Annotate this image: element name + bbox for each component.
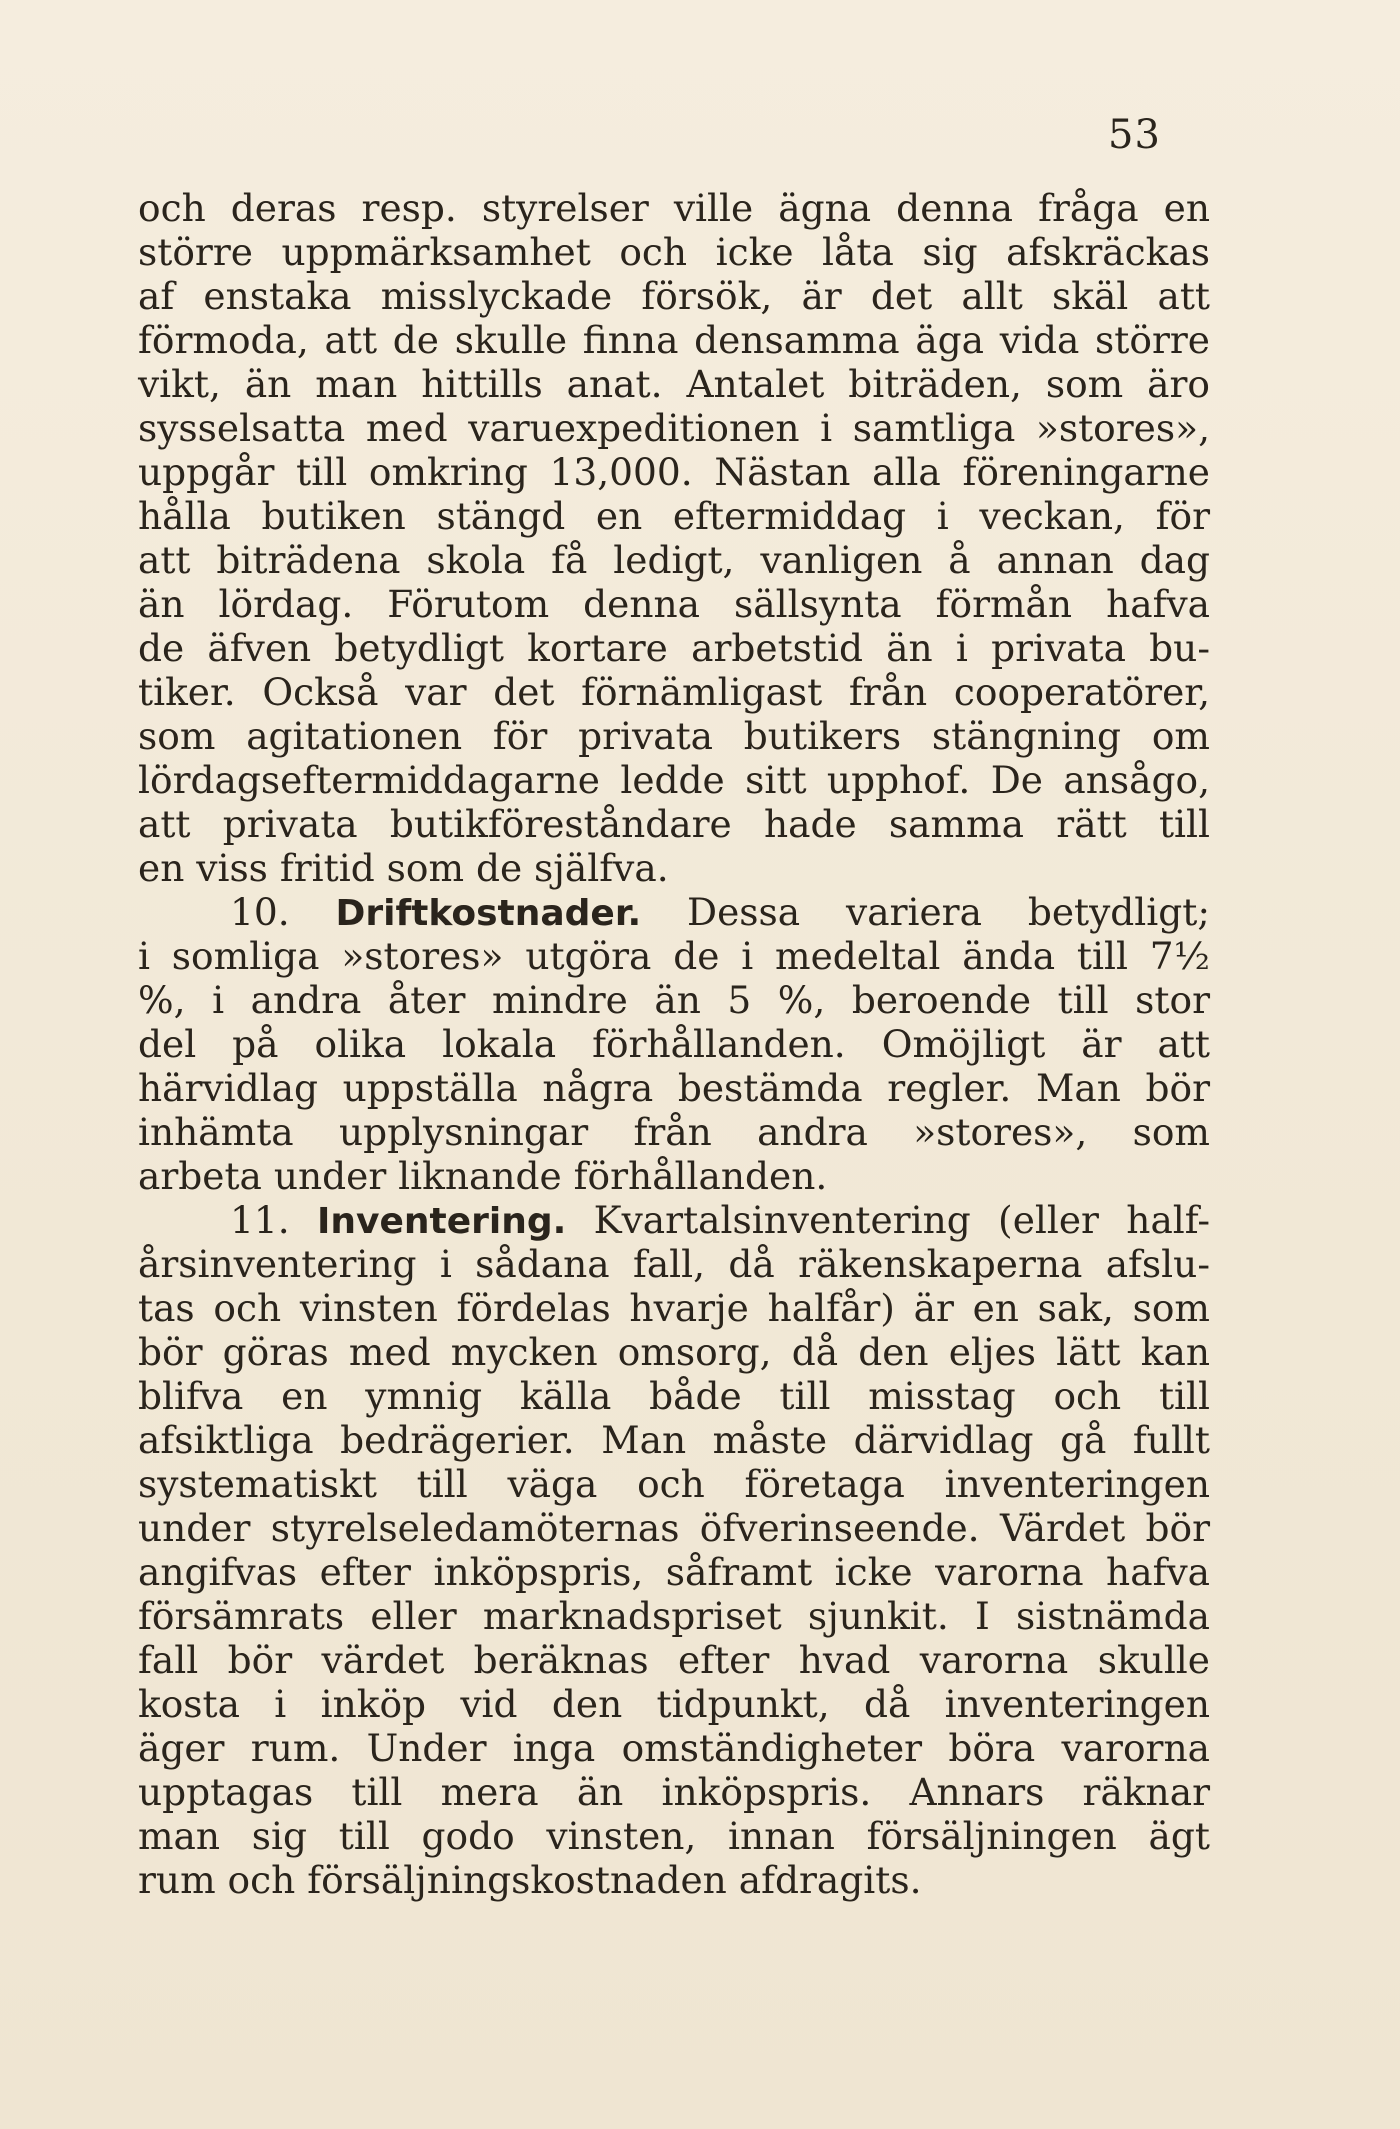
text-line: större uppmärksamhet och icke låta sig afskräckas: [138, 230, 1210, 274]
text-line: att biträdena skola få ledigt, vanligen å annan dag: [138, 538, 1210, 582]
text-line: bör göras med mycken omsorg, då den eljes lätt kan: [138, 1330, 1210, 1374]
text-line: angifvas efter inköpspris, såframt icke varorna hafva: [138, 1550, 1210, 1594]
text-line: än lördag. Förutom denna sällsynta förmån hafva: [138, 582, 1210, 626]
text-line: fall bör värdet beräknas efter hvad varorna skulle: [138, 1638, 1210, 1682]
text-line: förmoda, att de skulle finna densamma äga vida större: [138, 318, 1210, 362]
text-line: %, i andra åter mindre än 5 %, beroende till stor: [138, 978, 1210, 1022]
text-line: uppgår till omkring 13,000. Nästan alla föreningarne: [138, 450, 1210, 494]
text-line: hålla butiken stängd en eftermiddag i veckan, för: [138, 494, 1210, 538]
section-11-first-line: [138, 1198, 1210, 1242]
text-line: blifva en ymnig källa både till misstag och till: [138, 1374, 1210, 1418]
text-line: som agitationen för privata butikers stängning om: [138, 714, 1210, 758]
section-10-heading: Driftkostnader.: [335, 893, 642, 934]
text-line: inhämta upplysningar från andra »stores», som: [138, 1110, 1210, 1154]
text-line: vikt, än man hittills anat. Antalet biträden, som äro: [138, 362, 1210, 406]
section-11-heading: Inventering.: [316, 1201, 567, 1242]
section-11-first-line-text: Kvartalsinventering (eller half-: [593, 1198, 1211, 1242]
section-11-number: 11.: [230, 1198, 290, 1242]
text-line: man sig till godo vinsten, innan försäljningen ägt: [138, 1814, 1210, 1858]
text-line: af enstaka misslyckade försök, är det allt skäl att: [138, 274, 1210, 318]
text-line: årsinventering i sådana fall, då räkenskaperna afslu-: [138, 1242, 1210, 1286]
text-line: upptagas till mera än inköpspris. Annars räknar: [138, 1770, 1210, 1814]
text-line: afsiktliga bedrägerier. Man måste därvidlag gå fullt: [138, 1418, 1210, 1462]
section-10-first-line-text: Dessa variera betydligt;: [687, 890, 1210, 934]
text-line: de äfven betydligt kortare arbetstid än i privata bu-: [138, 626, 1210, 670]
text-line: tas och vinsten fördelas hvarje halfår) är en sak, som: [138, 1286, 1210, 1330]
text-line: försämrats eller marknadspriset sjunkit. I sistnämda: [138, 1594, 1210, 1638]
text-line: en viss fritid som de själfva.: [138, 846, 669, 890]
section-10-number: 10.: [230, 890, 290, 934]
text-line: tiker. Också var det förnämligast från cooperatörer,: [138, 670, 1210, 714]
section-10-first-line: [138, 890, 1210, 934]
text-line: i somliga »stores» utgöra de i medeltal ända till 7½: [138, 934, 1210, 978]
text-line: under styrelseledamöternas öfverinseende. Värdet bör: [138, 1506, 1210, 1550]
text-line: sysselsatta med varuexpeditionen i samtliga »stores»,: [138, 406, 1210, 450]
body-text: [138, 186, 1210, 1902]
text-line: härvidlag uppställa några bestämda regler. Man bör: [138, 1066, 1210, 1110]
text-line: arbeta under liknande förhållanden.: [138, 1154, 828, 1198]
text-line: rum och försäljningskostnaden afdragits.: [138, 1858, 922, 1902]
text-line: och deras resp. styrelser ville ägna denna fråga en: [138, 186, 1210, 230]
page-number: 53: [1108, 112, 1161, 158]
text-line: del på olika lokala förhållanden. Omöjligt är att: [138, 1022, 1210, 1066]
text-line: lördagseftermiddagarne ledde sitt upphof. De ansågo,: [138, 758, 1210, 802]
text-line: systematiskt till väga och företaga inventeringen: [138, 1462, 1210, 1506]
text-line: äger rum. Under inga omständigheter böra varorna: [138, 1726, 1210, 1770]
text-line: kosta i inköp vid den tidpunkt, då inventeringen: [138, 1682, 1210, 1726]
text-line: att privata butikföreståndare hade samma rätt till: [138, 802, 1210, 846]
